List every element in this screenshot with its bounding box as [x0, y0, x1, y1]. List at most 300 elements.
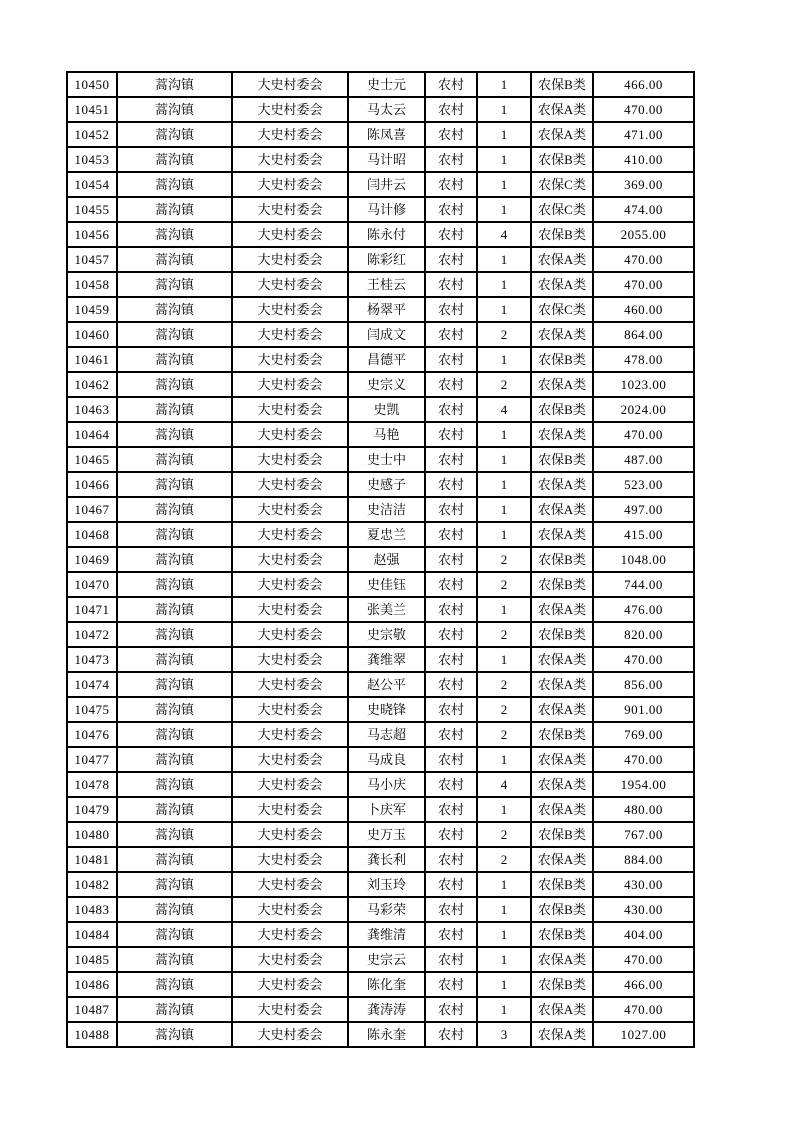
cell-town: 蒿沟镇 — [117, 797, 232, 822]
cell-id: 10460 — [67, 322, 117, 347]
cell-town: 蒿沟镇 — [117, 922, 232, 947]
cell-town: 蒿沟镇 — [117, 447, 232, 472]
cell-residence: 农村 — [425, 647, 477, 672]
cell-insurance-type: 农保A类 — [531, 522, 593, 547]
table-row — [67, 922, 694, 947]
cell-amount: 480.00 — [593, 797, 694, 822]
table-row — [67, 597, 694, 622]
cell-id: 10483 — [67, 897, 117, 922]
cell-id: 10455 — [67, 197, 117, 222]
cell-residence: 农村 — [425, 197, 477, 222]
cell-count: 1 — [477, 422, 531, 447]
cell-count: 2 — [477, 622, 531, 647]
cell-village: 大史村委会 — [232, 297, 348, 322]
cell-id: 10469 — [67, 547, 117, 572]
cell-name: 龚涛涛 — [348, 997, 425, 1022]
cell-village: 大史村委会 — [232, 672, 348, 697]
cell-town: 蒿沟镇 — [117, 472, 232, 497]
table-row — [67, 722, 694, 747]
cell-town: 蒿沟镇 — [117, 822, 232, 847]
cell-name: 赵公平 — [348, 672, 425, 697]
cell-name: 昌德平 — [348, 347, 425, 372]
table-row — [67, 547, 694, 572]
cell-town: 蒿沟镇 — [117, 397, 232, 422]
table-row — [67, 772, 694, 797]
cell-count: 1 — [477, 147, 531, 172]
cell-id: 10451 — [67, 97, 117, 122]
cell-residence: 农村 — [425, 672, 477, 697]
cell-amount: 476.00 — [593, 597, 694, 622]
cell-village: 大史村委会 — [232, 922, 348, 947]
cell-residence: 农村 — [425, 472, 477, 497]
table-row — [67, 997, 694, 1022]
cell-residence: 农村 — [425, 447, 477, 472]
cell-town: 蒿沟镇 — [117, 897, 232, 922]
cell-id: 10466 — [67, 472, 117, 497]
table-row — [67, 797, 694, 822]
cell-residence: 农村 — [425, 122, 477, 147]
cell-village: 大史村委会 — [232, 372, 348, 397]
cell-count: 1 — [477, 797, 531, 822]
cell-village: 大史村委会 — [232, 397, 348, 422]
cell-town: 蒿沟镇 — [117, 647, 232, 672]
cell-count: 1 — [477, 897, 531, 922]
table-row — [67, 647, 694, 672]
cell-village: 大史村委会 — [232, 647, 348, 672]
cell-count: 1 — [477, 122, 531, 147]
cell-town: 蒿沟镇 — [117, 572, 232, 597]
cell-residence: 农村 — [425, 797, 477, 822]
cell-name: 刘玉玲 — [348, 872, 425, 897]
cell-insurance-type: 农保B类 — [531, 547, 593, 572]
cell-amount: 369.00 — [593, 172, 694, 197]
cell-insurance-type: 农保A类 — [531, 422, 593, 447]
cell-count: 1 — [477, 472, 531, 497]
cell-id: 10458 — [67, 272, 117, 297]
cell-residence: 农村 — [425, 522, 477, 547]
cell-residence: 农村 — [425, 397, 477, 422]
cell-id: 10454 — [67, 172, 117, 197]
cell-town: 蒿沟镇 — [117, 847, 232, 872]
cell-amount: 430.00 — [593, 897, 694, 922]
cell-name: 史晓锋 — [348, 697, 425, 722]
cell-id: 10464 — [67, 422, 117, 447]
cell-name: 史宗云 — [348, 947, 425, 972]
cell-residence: 农村 — [425, 847, 477, 872]
cell-residence: 农村 — [425, 272, 477, 297]
cell-residence: 农村 — [425, 747, 477, 772]
table-row — [67, 347, 694, 372]
cell-town: 蒿沟镇 — [117, 97, 232, 122]
cell-id: 10479 — [67, 797, 117, 822]
cell-count: 2 — [477, 372, 531, 397]
cell-town: 蒿沟镇 — [117, 272, 232, 297]
cell-count: 1 — [477, 297, 531, 322]
cell-residence: 农村 — [425, 347, 477, 372]
cell-amount: 523.00 — [593, 472, 694, 497]
cell-name: 马太云 — [348, 97, 425, 122]
cell-name: 闫井云 — [348, 172, 425, 197]
cell-name: 龚长利 — [348, 847, 425, 872]
cell-residence: 农村 — [425, 572, 477, 597]
table-row — [67, 322, 694, 347]
cell-count: 1 — [477, 747, 531, 772]
cell-amount: 856.00 — [593, 672, 694, 697]
cell-residence: 农村 — [425, 897, 477, 922]
cell-amount: 884.00 — [593, 847, 694, 872]
table-row — [67, 397, 694, 422]
cell-amount: 1027.00 — [593, 1022, 694, 1047]
cell-amount: 820.00 — [593, 622, 694, 647]
cell-village: 大史村委会 — [232, 772, 348, 797]
cell-amount: 474.00 — [593, 197, 694, 222]
cell-village: 大史村委会 — [232, 122, 348, 147]
table-row — [67, 422, 694, 447]
cell-insurance-type: 农保A类 — [531, 747, 593, 772]
cell-village: 大史村委会 — [232, 447, 348, 472]
cell-village: 大史村委会 — [232, 822, 348, 847]
cell-amount: 478.00 — [593, 347, 694, 372]
table-body — [67, 72, 694, 1047]
cell-amount: 470.00 — [593, 747, 694, 772]
cell-village: 大史村委会 — [232, 597, 348, 622]
cell-count: 1 — [477, 972, 531, 997]
cell-amount: 1048.00 — [593, 547, 694, 572]
cell-residence: 农村 — [425, 172, 477, 197]
table-row — [67, 297, 694, 322]
pension-roster-table — [66, 71, 695, 1048]
cell-count: 2 — [477, 822, 531, 847]
cell-name: 闫成文 — [348, 322, 425, 347]
table-row — [67, 947, 694, 972]
cell-village: 大史村委会 — [232, 97, 348, 122]
cell-town: 蒿沟镇 — [117, 972, 232, 997]
cell-residence: 农村 — [425, 722, 477, 747]
cell-amount: 466.00 — [593, 72, 694, 97]
table-row — [67, 172, 694, 197]
cell-count: 1 — [477, 997, 531, 1022]
table-row — [67, 447, 694, 472]
cell-village: 大史村委会 — [232, 997, 348, 1022]
cell-town: 蒿沟镇 — [117, 672, 232, 697]
cell-residence: 农村 — [425, 972, 477, 997]
cell-count: 1 — [477, 447, 531, 472]
cell-count: 2 — [477, 322, 531, 347]
cell-name: 卜庆军 — [348, 797, 425, 822]
cell-insurance-type: 农保B类 — [531, 397, 593, 422]
cell-insurance-type: 农保A类 — [531, 247, 593, 272]
cell-residence: 农村 — [425, 622, 477, 647]
cell-id: 10453 — [67, 147, 117, 172]
cell-town: 蒿沟镇 — [117, 422, 232, 447]
cell-amount: 901.00 — [593, 697, 694, 722]
table-row — [67, 847, 694, 872]
cell-amount: 470.00 — [593, 422, 694, 447]
cell-insurance-type: 农保B类 — [531, 822, 593, 847]
cell-amount: 460.00 — [593, 297, 694, 322]
table-row — [67, 1022, 694, 1047]
table-row — [67, 97, 694, 122]
cell-name: 史士元 — [348, 72, 425, 97]
cell-id: 10456 — [67, 222, 117, 247]
cell-insurance-type: 农保B类 — [531, 972, 593, 997]
cell-id: 10487 — [67, 997, 117, 1022]
cell-town: 蒿沟镇 — [117, 547, 232, 572]
cell-name: 史洁洁 — [348, 497, 425, 522]
cell-name: 张美兰 — [348, 597, 425, 622]
cell-name: 陈化奎 — [348, 972, 425, 997]
cell-count: 1 — [477, 597, 531, 622]
cell-town: 蒿沟镇 — [117, 872, 232, 897]
cell-insurance-type: 农保A类 — [531, 597, 593, 622]
cell-insurance-type: 农保A类 — [531, 672, 593, 697]
cell-amount: 497.00 — [593, 497, 694, 522]
cell-town: 蒿沟镇 — [117, 322, 232, 347]
cell-name: 马彩荣 — [348, 897, 425, 922]
cell-count: 1 — [477, 522, 531, 547]
cell-village: 大史村委会 — [232, 747, 348, 772]
cell-village: 大史村委会 — [232, 72, 348, 97]
cell-insurance-type: 农保A类 — [531, 797, 593, 822]
cell-insurance-type: 农保A类 — [531, 847, 593, 872]
cell-village: 大史村委会 — [232, 147, 348, 172]
cell-residence: 农村 — [425, 247, 477, 272]
cell-count: 3 — [477, 1022, 531, 1047]
cell-village: 大史村委会 — [232, 697, 348, 722]
cell-town: 蒿沟镇 — [117, 297, 232, 322]
cell-id: 10459 — [67, 297, 117, 322]
cell-amount: 2024.00 — [593, 397, 694, 422]
cell-amount: 744.00 — [593, 572, 694, 597]
cell-residence: 农村 — [425, 97, 477, 122]
cell-town: 蒿沟镇 — [117, 597, 232, 622]
cell-residence: 农村 — [425, 422, 477, 447]
cell-id: 10468 — [67, 522, 117, 547]
cell-count: 4 — [477, 222, 531, 247]
cell-residence: 农村 — [425, 222, 477, 247]
cell-count: 1 — [477, 72, 531, 97]
cell-residence: 农村 — [425, 772, 477, 797]
cell-residence: 农村 — [425, 547, 477, 572]
cell-name: 陈永奎 — [348, 1022, 425, 1047]
cell-name: 赵强 — [348, 547, 425, 572]
cell-id: 10452 — [67, 122, 117, 147]
cell-count: 2 — [477, 572, 531, 597]
cell-name: 马小庆 — [348, 772, 425, 797]
cell-insurance-type: 农保B类 — [531, 447, 593, 472]
cell-village: 大史村委会 — [232, 622, 348, 647]
cell-count: 4 — [477, 397, 531, 422]
cell-insurance-type: 农保A类 — [531, 372, 593, 397]
cell-name: 马艳 — [348, 422, 425, 447]
cell-insurance-type: 农保A类 — [531, 1022, 593, 1047]
table-row — [67, 197, 694, 222]
table-row — [67, 697, 694, 722]
table-row — [67, 572, 694, 597]
table-row — [67, 147, 694, 172]
cell-insurance-type: 农保A类 — [531, 772, 593, 797]
cell-count: 4 — [477, 772, 531, 797]
cell-village: 大史村委会 — [232, 197, 348, 222]
cell-village: 大史村委会 — [232, 322, 348, 347]
cell-town: 蒿沟镇 — [117, 522, 232, 547]
cell-count: 1 — [477, 272, 531, 297]
cell-count: 2 — [477, 547, 531, 572]
cell-town: 蒿沟镇 — [117, 122, 232, 147]
cell-town: 蒿沟镇 — [117, 247, 232, 272]
cell-insurance-type: 农保B类 — [531, 722, 593, 747]
cell-village: 大史村委会 — [232, 1022, 348, 1047]
cell-id: 10467 — [67, 497, 117, 522]
cell-id: 10484 — [67, 922, 117, 947]
cell-name: 夏忠兰 — [348, 522, 425, 547]
cell-id: 10478 — [67, 772, 117, 797]
table-row — [67, 497, 694, 522]
cell-id: 10473 — [67, 647, 117, 672]
cell-amount: 404.00 — [593, 922, 694, 947]
cell-insurance-type: 农保A类 — [531, 122, 593, 147]
cell-name: 龚维清 — [348, 922, 425, 947]
cell-residence: 农村 — [425, 822, 477, 847]
cell-insurance-type: 农保A类 — [531, 472, 593, 497]
cell-amount: 470.00 — [593, 247, 694, 272]
cell-name: 陈永付 — [348, 222, 425, 247]
cell-amount: 430.00 — [593, 872, 694, 897]
cell-village: 大史村委会 — [232, 247, 348, 272]
cell-village: 大史村委会 — [232, 272, 348, 297]
cell-town: 蒿沟镇 — [117, 722, 232, 747]
cell-id: 10474 — [67, 672, 117, 697]
cell-count: 1 — [477, 497, 531, 522]
cell-insurance-type: 农保B类 — [531, 347, 593, 372]
cell-count: 1 — [477, 947, 531, 972]
cell-insurance-type: 农保B类 — [531, 922, 593, 947]
cell-residence: 农村 — [425, 872, 477, 897]
cell-count: 2 — [477, 722, 531, 747]
cell-town: 蒿沟镇 — [117, 1022, 232, 1047]
cell-town: 蒿沟镇 — [117, 772, 232, 797]
cell-residence: 农村 — [425, 72, 477, 97]
cell-id: 10486 — [67, 972, 117, 997]
cell-village: 大史村委会 — [232, 972, 348, 997]
cell-id: 10480 — [67, 822, 117, 847]
cell-residence: 农村 — [425, 297, 477, 322]
cell-name: 史宗义 — [348, 372, 425, 397]
cell-count: 1 — [477, 197, 531, 222]
cell-amount: 470.00 — [593, 997, 694, 1022]
cell-amount: 1023.00 — [593, 372, 694, 397]
cell-town: 蒿沟镇 — [117, 147, 232, 172]
cell-residence: 农村 — [425, 1022, 477, 1047]
table-row — [67, 247, 694, 272]
cell-village: 大史村委会 — [232, 897, 348, 922]
cell-name: 史万玉 — [348, 822, 425, 847]
cell-village: 大史村委会 — [232, 172, 348, 197]
cell-count: 1 — [477, 247, 531, 272]
cell-name: 史士中 — [348, 447, 425, 472]
cell-id: 10470 — [67, 572, 117, 597]
cell-count: 1 — [477, 172, 531, 197]
cell-village: 大史村委会 — [232, 547, 348, 572]
cell-town: 蒿沟镇 — [117, 697, 232, 722]
cell-town: 蒿沟镇 — [117, 222, 232, 247]
cell-village: 大史村委会 — [232, 947, 348, 972]
cell-insurance-type: 农保C类 — [531, 197, 593, 222]
cell-residence: 农村 — [425, 947, 477, 972]
cell-amount: 470.00 — [593, 97, 694, 122]
cell-residence: 农村 — [425, 922, 477, 947]
cell-insurance-type: 农保C类 — [531, 297, 593, 322]
cell-amount: 470.00 — [593, 272, 694, 297]
cell-insurance-type: 农保B类 — [531, 897, 593, 922]
cell-id: 10457 — [67, 247, 117, 272]
table-row — [67, 72, 694, 97]
cell-id: 10450 — [67, 72, 117, 97]
cell-id: 10463 — [67, 397, 117, 422]
cell-count: 2 — [477, 847, 531, 872]
cell-id: 10475 — [67, 697, 117, 722]
cell-village: 大史村委会 — [232, 497, 348, 522]
cell-insurance-type: 农保A类 — [531, 997, 593, 1022]
cell-town: 蒿沟镇 — [117, 497, 232, 522]
cell-insurance-type: 农保B类 — [531, 147, 593, 172]
cell-id: 10462 — [67, 372, 117, 397]
cell-residence: 农村 — [425, 147, 477, 172]
cell-insurance-type: 农保B类 — [531, 872, 593, 897]
table-row — [67, 747, 694, 772]
cell-amount: 466.00 — [593, 972, 694, 997]
cell-village: 大史村委会 — [232, 797, 348, 822]
cell-amount: 767.00 — [593, 822, 694, 847]
table-row — [67, 972, 694, 997]
table-row — [67, 122, 694, 147]
table-row — [67, 372, 694, 397]
cell-name: 史凯 — [348, 397, 425, 422]
cell-name: 王桂云 — [348, 272, 425, 297]
cell-village: 大史村委会 — [232, 347, 348, 372]
cell-town: 蒿沟镇 — [117, 72, 232, 97]
cell-insurance-type: 农保A类 — [531, 697, 593, 722]
cell-village: 大史村委会 — [232, 572, 348, 597]
cell-amount: 2055.00 — [593, 222, 694, 247]
cell-insurance-type: 农保B类 — [531, 222, 593, 247]
table-row — [67, 472, 694, 497]
cell-village: 大史村委会 — [232, 222, 348, 247]
cell-residence: 农村 — [425, 597, 477, 622]
cell-id: 10485 — [67, 947, 117, 972]
cell-id: 10471 — [67, 597, 117, 622]
cell-amount: 769.00 — [593, 722, 694, 747]
cell-id: 10472 — [67, 622, 117, 647]
cell-count: 1 — [477, 97, 531, 122]
cell-amount: 471.00 — [593, 122, 694, 147]
cell-name: 史宗敬 — [348, 622, 425, 647]
cell-count: 1 — [477, 872, 531, 897]
cell-insurance-type: 农保A类 — [531, 497, 593, 522]
table-row — [67, 622, 694, 647]
cell-village: 大史村委会 — [232, 847, 348, 872]
cell-id: 10481 — [67, 847, 117, 872]
cell-id: 10476 — [67, 722, 117, 747]
cell-insurance-type: 农保A类 — [531, 97, 593, 122]
cell-name: 马志超 — [348, 722, 425, 747]
cell-amount: 470.00 — [593, 647, 694, 672]
cell-name: 马计修 — [348, 197, 425, 222]
cell-name: 陈彩红 — [348, 247, 425, 272]
cell-town: 蒿沟镇 — [117, 947, 232, 972]
cell-amount: 487.00 — [593, 447, 694, 472]
cell-town: 蒿沟镇 — [117, 197, 232, 222]
